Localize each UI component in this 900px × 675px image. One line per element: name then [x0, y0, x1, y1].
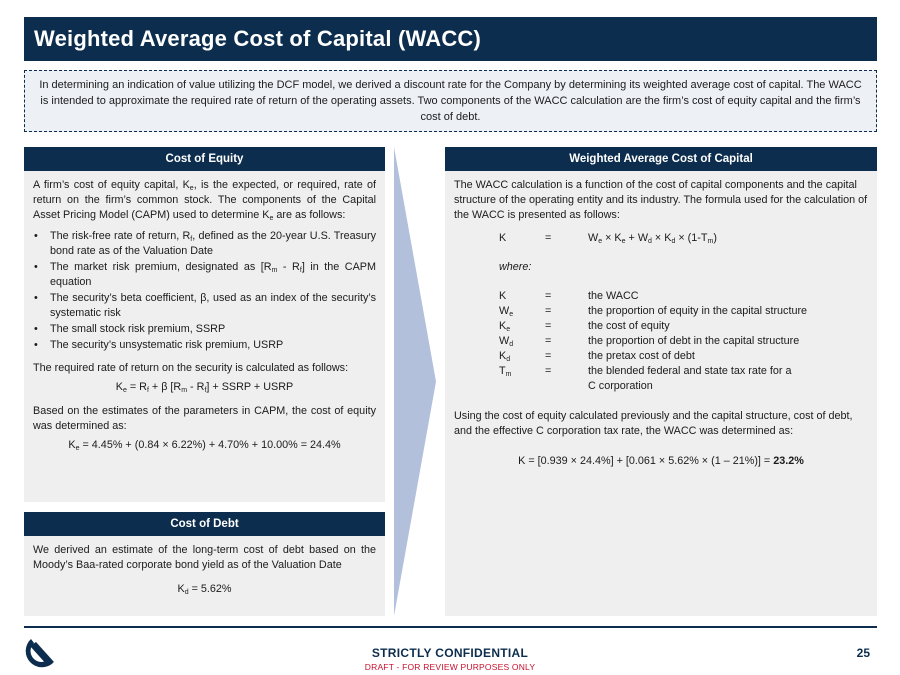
capm-estimates-paragraph: Based on the estimates of the parameters in CAPM, the cost of equity was determined as:	[33, 405, 376, 432]
variable-definitions	[454, 289, 868, 394]
capm-components-list	[33, 229, 376, 353]
cost-of-equity-heading: Cost of Equity	[24, 147, 385, 171]
definition-row: $T_m$ = the blended federal and state tax rate for a	[499, 365, 792, 378]
equity-intro-paragraph: A firm’s cost of equity capital, $K_e$, is the expected, or required, rate of return on the firm’s common stock. The components of the Capital Asset Pricing Model (CAPM) used to determine $K_e$ are as follows:	[33, 179, 376, 222]
list-item: • The small stock risk premium, SSRP	[33, 322, 376, 337]
confidential-label: STRICTLY CONFIDENTIAL	[371, 646, 529, 660]
list-item: • The security’s unsystematic risk premium, USRP	[33, 338, 376, 353]
wacc-intro-paragraph: The WACC calculation is a function of the cost of capital components and the capital structure of the operating entity and its industry. The formula used for the calculation of the WACC is presented as follows:	[454, 179, 868, 221]
wacc-determination-paragraph: Using the cost of equity calculated previously and the capital structure, cost of debt, and the effective C corporation tax rate, the WACC was determined as:	[454, 410, 853, 437]
wacc-panel	[445, 147, 877, 616]
list-item: • The security’s beta coefficient, β, used as an index of the security’s systematic risk	[33, 291, 376, 321]
definition-row: K = the WACC	[499, 290, 639, 302]
definition-row: $K_e$ = the cost of equity	[499, 320, 670, 333]
wacc-heading: Weighted Average Cost of Capital	[445, 147, 877, 171]
list-item: • The risk-free rate of return, $R_f$, defined as the 20-year U.S. Treasury bond rate as of the Valuation Date	[33, 229, 376, 259]
intro-text: In determining an indication of value utilizing the DCF model, we derived a discount rate for the Company by determining its weighted average cost of capital. The WACC is intended to approximate the required rate of return of the operating assets. Two components of the WACC calculation are the firm’s cost of equity capital and the firm’s cost of debt.	[39, 79, 862, 123]
cost-of-debt-heading: Cost of Debt	[24, 512, 385, 536]
intro-box	[24, 70, 877, 132]
wacc-result-value: 23.2%	[773, 455, 804, 467]
wacc-result: K = [0.939 × 24.4%] + [0.061 × 5.62% × (1 – 21%)] = 23.2%	[518, 455, 804, 467]
definition-row: $W_e$ = the proportion of equity in the capital structure	[499, 305, 808, 318]
where-label: where:	[499, 261, 532, 273]
cost-of-equity-calculation: $K_e = 4.45\% + (0.84 \times 6.22\%) + 4.70\% + 10.00\% = 24.4\%$	[68, 439, 341, 452]
page-number: 25	[856, 646, 870, 660]
wacc-formula: K = $W_e \times K_e + W_d \times K_d \times (1-T_m)$	[499, 232, 717, 245]
list-item: • The market risk premium, designated as $[R_m - R_f]$ in the CAPM equation	[33, 260, 376, 290]
title-bar	[24, 17, 877, 61]
cost-of-debt-panel	[24, 512, 385, 616]
capm-formula: $K_e = R_f + \beta$ $[R_m - R_f]$ + SSRP + USRP	[115, 381, 294, 394]
definition-row: $K_d$ = the pretax cost of debt	[499, 350, 695, 363]
company-logo-icon	[22, 632, 60, 670]
definition-row: C corporation	[588, 380, 653, 392]
page-title: Weighted Average Cost of Capital (WACC)	[34, 26, 482, 51]
flow-arrow-icon	[394, 147, 436, 616]
arrow-chevron-shape	[394, 147, 436, 616]
definition-row: $W_d$ = the proportion of debt in the capital structure	[499, 335, 800, 348]
cost-of-debt-result: $K_d = 5.62\%$	[177, 583, 232, 596]
draft-label: DRAFT - FOR REVIEW PURPOSES ONLY	[364, 662, 536, 672]
cost-of-equity-panel	[24, 147, 385, 502]
cost-of-debt-text: We derived an estimate of the long-term cost of debt based on the Moody’s Baa-rated corporate bond yield as of the Valuation Date	[33, 544, 376, 571]
wacc-formula-block	[454, 231, 868, 246]
footer-divider	[24, 626, 877, 628]
required-return-paragraph: The required rate of return on the security is calculated as follows:	[33, 362, 349, 374]
